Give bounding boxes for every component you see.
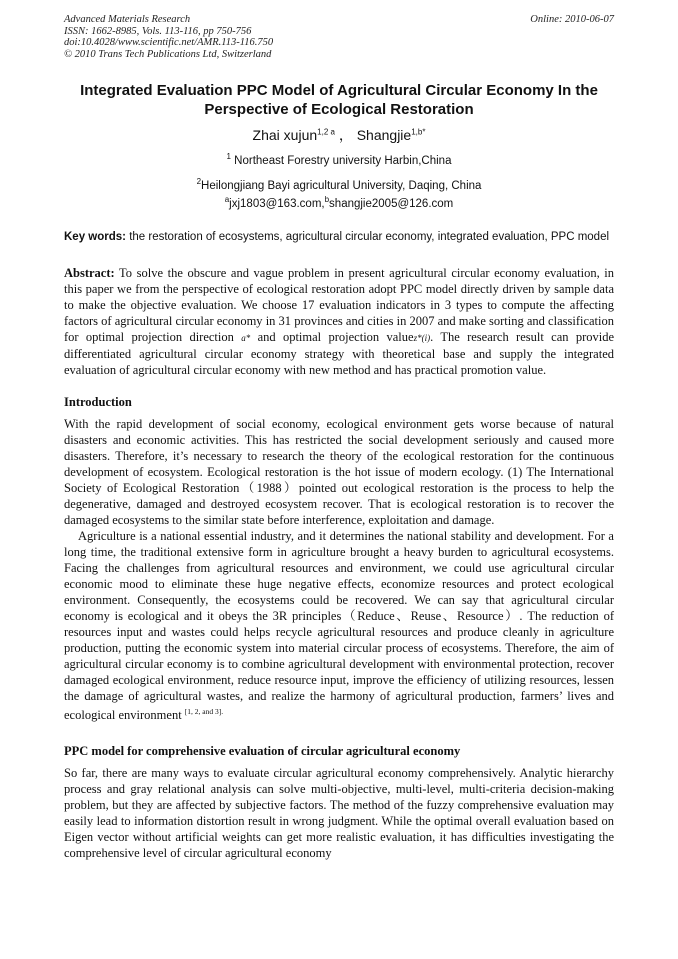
affiliation-1-text: Northeast Forestry university Harbin,China — [234, 154, 452, 167]
keywords-block — [64, 230, 614, 244]
author-1-affiliation: 1,2 a — [317, 127, 335, 137]
intro-paragraph-2-text: Agriculture is a national essential industry, and it determines the national stability and development. For a long time, the traditional extensive form in agriculture brought a heavy burden to agricultural ecosystems. Facing the challenges from agricultural resources and environment, we could use agricultural circular economic mood to eliminate these huge negative effects, economize resources and protect ecological environment. Consequently, the ecosystems could be recovered. We can say that agricultural circular economy is ecological and it obeys the 3R principles（Reduce、Reuse、Resource）. The reduction of resources input and wastes could helps recycle agricultural resources and produce cleanly in agriculture production, putting the economic system into material circular process of ecosystems. Therefore, the aim of agricultural circular economy is to combine agricultural development with environmental protection, recover damaged ecological environment, reduce resource input, improve the efficiency of utilizing resources, lessen the damage of agricultural wastes, and realize the harmony of agricultural production, farmers’ lives and ecological environment — [64, 529, 614, 723]
ppc-paragraph-1: So far, there are many ways to evaluate circular agricultural economy comprehensively. Analytic hierarchy process and gray relational analysis can solve multi-objective, multi-level, multi-criteria decision-making problem, but they are affected by subjective factors. The method of the fuzzy comprehensive evaluation may easily lead to information distortion result in wrong judgment. While the optimal overall evaluation based on Eigen vector without artificial weights can get more realistic evaluation, it has difficulties investigating the comprehensive level of circular agricultural economy — [64, 765, 614, 860]
affiliation-2-text: Heilongjiang Bayi agricultural University, Daqing, China — [201, 179, 482, 192]
affiliation-2 — [64, 175, 614, 193]
copyright-line: © 2010 Trans Tech Publications Ltd, Switzerland — [64, 48, 272, 60]
intro-paragraph-2 — [64, 528, 614, 723]
author-2: Shangjie — [356, 127, 412, 143]
authors-line — [64, 125, 614, 145]
citation-1-2-3[interactable]: [1, 2, and 3]. — [184, 707, 224, 717]
affiliation-1-marker: 1 — [226, 152, 231, 161]
online-date: Online: 2010-06-07 — [530, 14, 614, 25]
title-line-2: Perspective of Ecological Restoration — [204, 101, 474, 118]
abstract-label: Abstract: — [64, 266, 115, 281]
section-heading-ppc-model: PPC model for comprehensive evaluation of circular agricultural economy — [64, 743, 461, 758]
affiliation-2-marker: 2 — [196, 176, 202, 186]
journal-header — [64, 14, 614, 60]
abstract-text-3: . The research result can provide differentiated agricultural circular economy strategy with theoretical base and supply the integrated evaluation of agricultural circular economy with new method and has practical promotion value. — [64, 330, 615, 378]
email-a[interactable]: jxj1803@163.com, — [229, 197, 325, 210]
author-1: Zhai xujun — [252, 127, 318, 143]
keywords-text: the restoration of ecosystems, agricultural circular economy, integrated evaluation, PPC model — [129, 231, 610, 244]
keywords-label: Key words: — [64, 231, 126, 244]
email-line — [64, 193, 614, 211]
issn-line: ISSN: 1662-8985, Vols. 113-116, pp 750-756 — [64, 25, 252, 37]
email-a-marker: a — [224, 194, 230, 204]
email-b[interactable]: shangjie2005@126.com — [329, 197, 454, 210]
abstract-text-2: and optimal projection value — [257, 330, 414, 345]
doi-line: doi:10.4028/www.scientific.net/AMR.113-116.750 — [64, 37, 274, 48]
author-2-affiliation: 1,b* — [411, 127, 426, 137]
paper-title — [64, 81, 614, 119]
author-separator: ， — [338, 127, 353, 143]
email-b-marker: b — [324, 194, 330, 204]
section-heading-introduction: Introduction — [64, 395, 132, 410]
abstract-text-1: To solve the obscure and vague problem in present agricultural circular economy evaluation, in this paper we from the perspective of ecological restoration adopt PPC model directly driven by sample data to make the objective evaluation. We choose 17 evaluation indicators in 3 types to compute the affecting factors of agricultural circular economy in 31 provinces and cities in 2007 and make sorting and classification for optimal projection direction — [64, 266, 614, 345]
journal-name: Advanced Materials Research — [64, 14, 191, 25]
title-line-1: Integrated Evaluation PPC Model of Agricultural Circular Economy In the — [80, 82, 598, 99]
abstract-block — [64, 265, 614, 378]
intro-paragraph-1: With the rapid development of social economy, ecological environment gets worse because of natural disasters and economic activities. This has restricted the social development seriously and caused more disasters. Therefore, it’s necessary to research the theory of the ecological restoration for the continuous development of ecosystem. Ecological restoration is the hot issue of modern ecology. (1) The International Society of Ecological Restoration（1988）pointed out ecological restoration is the process to help the degenerative, damaged and destroyed ecosystem recover. That is ecological restoration is to recover the damaged ecosystems to the similar state before interference, exploitation and damage. — [64, 417, 614, 528]
paper-page — [64, 14, 614, 861]
symbol-z-star: z*(i) — [413, 333, 431, 344]
symbol-a-star: a* — [241, 333, 251, 344]
affiliation-1 — [64, 150, 614, 168]
